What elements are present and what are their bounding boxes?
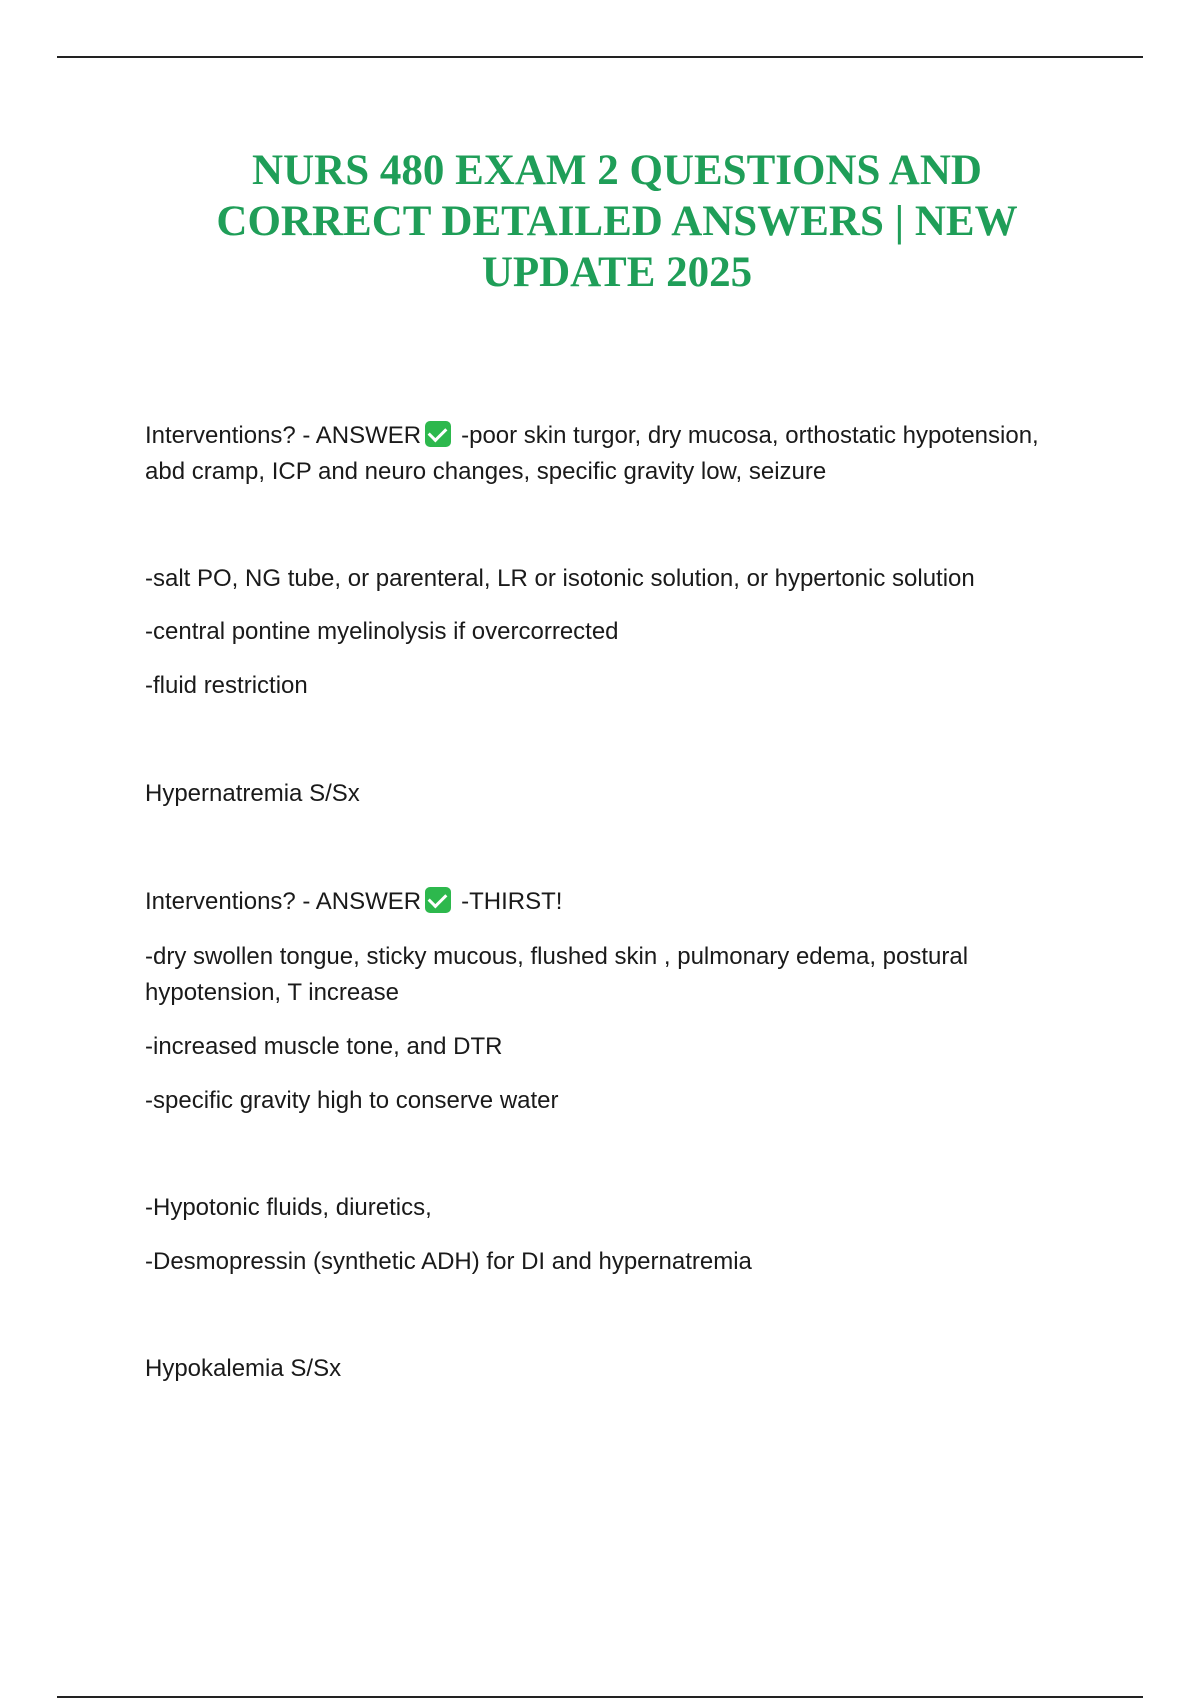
document-title: NURS 480 EXAM 2 QUESTIONS AND CORRECT DETAILED ANSWERS | NEW UPDATE 2025 [216, 147, 1018, 296]
check-mark-icon [425, 887, 451, 913]
question-text: Interventions? - ANSWER [145, 888, 422, 915]
list-item: -central pontine myelinolysis if overcorrected [145, 618, 619, 645]
topic-heading: Hypernatremia S/Sx [145, 780, 360, 807]
top-rule [57, 56, 1143, 58]
check-mark-icon [425, 421, 451, 447]
question-text: Interventions? - ANSWER [145, 422, 422, 449]
answer-text: -THIRST! [461, 888, 563, 915]
list-item: -specific gravity high to conserve water [145, 1087, 559, 1114]
qa-item-hypernatremia [145, 884, 1075, 920]
list-item: -dry swollen tongue, sticky mucous, flushed skin , pulmonary edema, postural hypotension, T increase [145, 943, 969, 1006]
answer-text: -poor skin turgor, dry mucosa, orthostatic hypotension, abd cramp, ICP and neuro changes, specific gravity low, seizure [145, 422, 1039, 485]
bottom-rule [57, 1696, 1143, 1698]
topic-heading: Hypokalemia S/Sx [145, 1355, 342, 1382]
list-item: -Hypotonic fluids, diuretics, [145, 1194, 432, 1221]
list-item: -fluid restriction [145, 672, 308, 699]
list-item: -increased muscle tone, and DTR [145, 1033, 503, 1060]
list-item: -Desmopressin (synthetic ADH) for DI and hypernatremia [145, 1248, 752, 1275]
qa-item-hyponatremia [145, 418, 1075, 490]
list-item: -salt PO, NG tube, or parenteral, LR or isotonic solution, or hypertonic solution [145, 565, 975, 592]
